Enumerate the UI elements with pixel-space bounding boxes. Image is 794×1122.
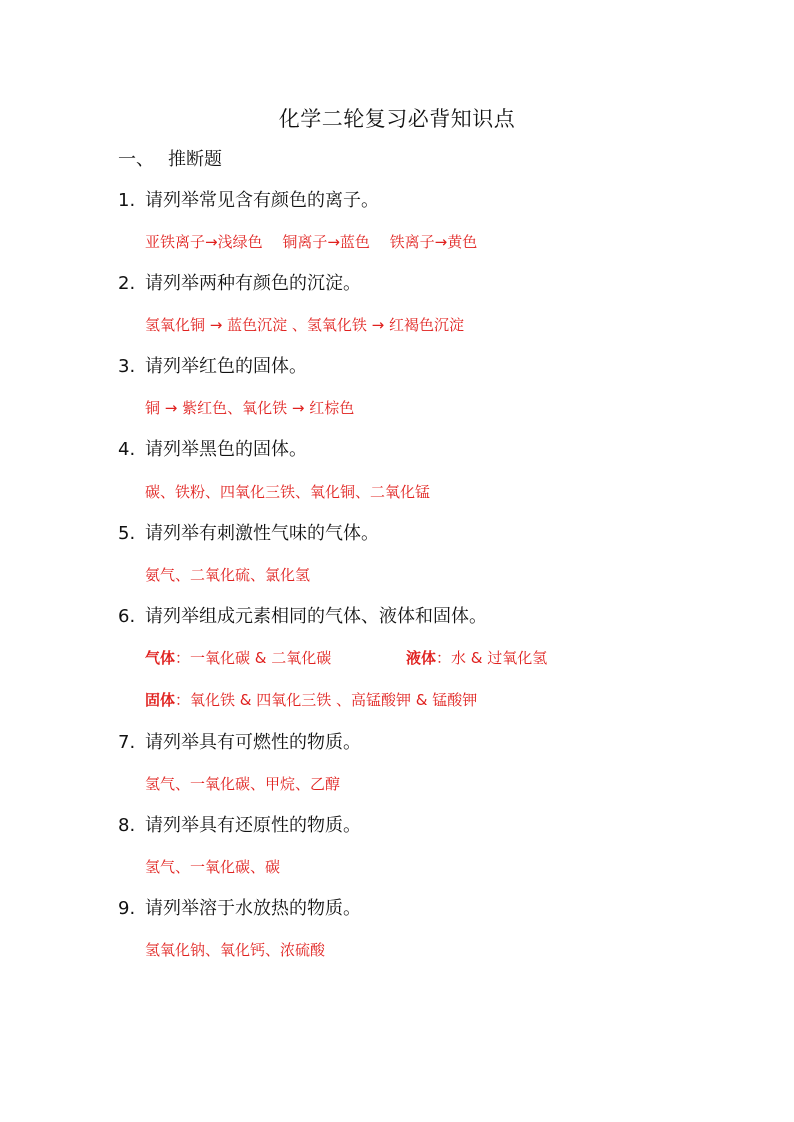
question-number: 3. [118,356,136,377]
page-title: 化学二轮复习必背知识点 [278,107,516,131]
answer-8: 氢气、一氧化碳、碳 [145,858,281,876]
question-number: 7. [118,732,136,753]
question-9 [118,895,361,923]
section-number: 一、 [118,149,154,170]
question-4 [118,436,307,464]
answer-6-liquid [406,647,547,669]
answer-1: 亚铁离子→浅绿色 铜离子→蓝色 铁离子→黄色 [145,233,478,251]
question-8 [118,812,361,840]
question-text: 请列举两种有颜色的沉淀。 [145,273,361,294]
answer-5: 氨气、二氧化硫、氯化氢 [145,566,311,584]
question-number: 1. [118,190,136,211]
question-text: 请列举具有还原性的物质。 [145,815,361,836]
question-number: 4. [118,439,136,460]
question-number: 5. [118,523,136,544]
answer-6-solid [145,689,477,711]
question-number: 8. [118,815,136,836]
section-heading [118,146,222,174]
question-text: 请列举具有可燃性的物质。 [145,732,361,753]
solid-label: 固体 [145,691,176,709]
liquid-label: 液体 [406,649,437,667]
question-text: 请列举有刺激性气味的气体。 [145,523,379,544]
question-text: 请列举黑色的固体。 [145,439,307,460]
question-1 [118,187,379,215]
question-7 [118,729,361,757]
answer-3: 铜 → 紫红色、氧化铁 → 红棕色 [145,399,355,417]
gas-label: 气体 [145,649,176,667]
question-number: 6. [118,606,136,627]
question-text: 请列举红色的固体。 [145,356,307,377]
question-text: 请列举组成元素相同的气体、液体和固体。 [145,606,487,627]
question-number: 9. [118,898,136,919]
answer-7: 氢气、一氧化碳、甲烷、乙醇 [145,775,341,793]
solid-text: ：氧化铁 & 四氧化三铁 、高锰酸钾 & 锰酸钾 [175,691,478,709]
answer-9: 氢氧化钠、氧化钙、浓硫酸 [145,941,326,959]
answer-4: 碳、铁粉、四氧化三铁、氧化铜、二氧化锰 [145,483,431,501]
question-number: 2. [118,273,136,294]
liquid-text: ：水 & 过氧化氢 [436,649,548,667]
section-label: 推断题 [168,149,222,170]
question-6 [118,603,487,631]
question-2 [118,270,361,298]
gas-text: ：一氧化碳 & 二氧化碳 [175,649,332,667]
question-3 [118,353,307,381]
question-text: 请列举常见含有颜色的离子。 [145,190,379,211]
answer-2: 氢氧化铜 → 蓝色沉淀 、氢氧化铁 → 红褐色沉淀 [145,316,464,334]
answer-6-gas [145,647,331,669]
question-5 [118,520,379,548]
question-text: 请列举溶于水放热的物质。 [145,898,361,919]
